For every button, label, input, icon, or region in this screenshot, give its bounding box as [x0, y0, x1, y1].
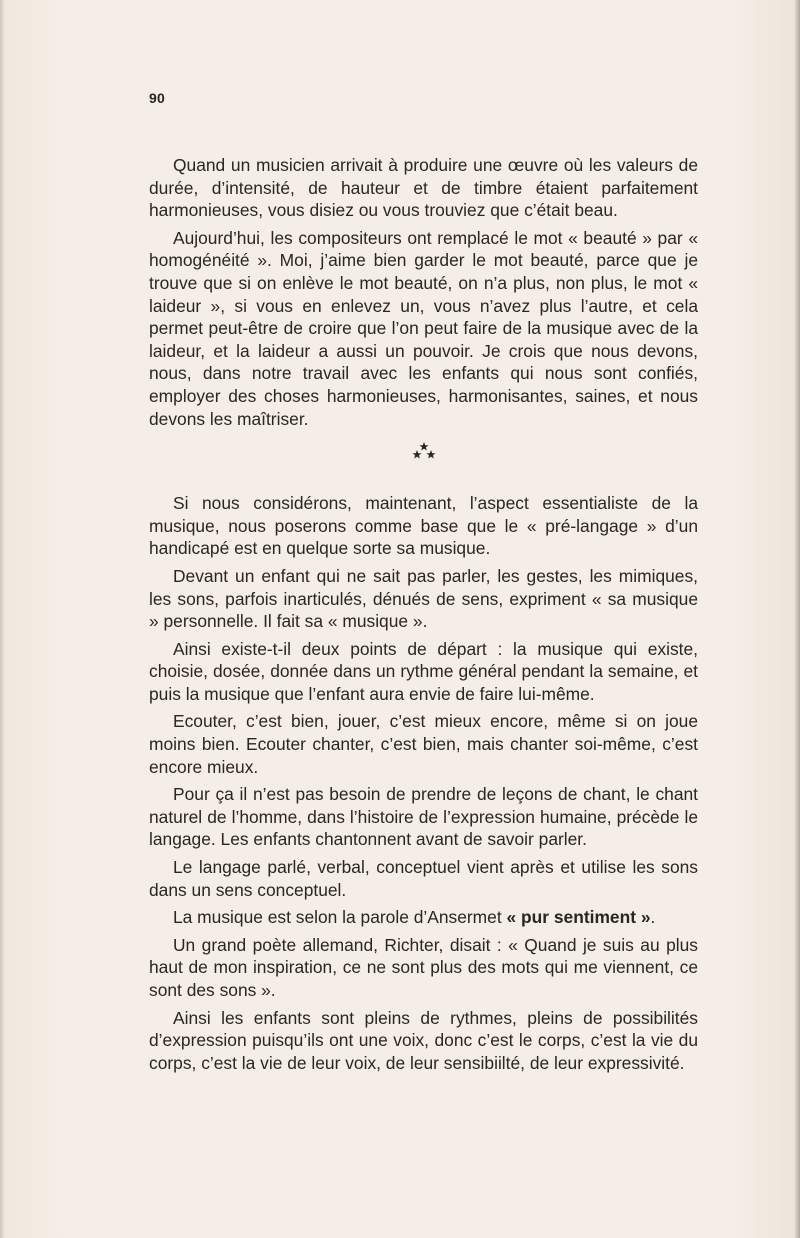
page-gutter-shadow [0, 0, 5, 1238]
paragraph: Le langage parlé, verbal, conceptuel vient après et utilise les sons dans un sens conceptuel. [149, 857, 698, 900]
paragraph: Aujourd’hui, les compositeurs ont remplacé le mot « beauté » par « homogénéité ». Moi, j’aime bien garder le mot beauté, parce que je trouve que si on enlève le mot beauté, on n’a plus, non plus, le mot « laideur », si vous en enlevez un, vous n’avez plus l’autre, et cela permet peut-être de croire que l’on peut faire de la musique avec de la laideur, et la laideur a aussi un pouvoir. Je crois que nous devons, nous, dans notre travail avec les enfants qui nous sont confiés, employer des choses harmonieuses, harmonisantes, saines, et nous devons les maîtriser. [149, 227, 698, 429]
paragraph: Pour ça il n’est pas besoin de prendre de leçons de chant, le chant naturel de l’homme, dans l’histoire de l’expression humaine, précède le langage. Les enfants chantonnent avant de savoir parler. [149, 784, 698, 850]
paragraph: Ainsi existe-t-il deux points de départ : la musique qui existe, choisie, dosée, donnée dans un rythme général pendant la semaine, et puis la musique que l’enfant aura envie de faire lui-même. [149, 638, 698, 704]
section-break [149, 442, 698, 482]
ansermet-quote: « pur sentiment » [506, 907, 651, 928]
three-stars-icon [412, 442, 436, 460]
page-edge-shadow [794, 0, 800, 1238]
paragraph-ansermet [149, 906, 698, 929]
ansermet-tail: . [650, 907, 656, 928]
body-text [149, 154, 698, 1079]
paragraph: Un grand poète allemand, Richter, disait : « Quand je suis au plus haut de mon inspiration, ce ne sont plus des mots qui me viennent, ce sont des sons ». [149, 934, 698, 1000]
paragraph: Ainsi les enfants sont pleins de rythmes, pleins de possibilités d’expression puisqu’ils ont une voix, donc c’est le corps, c’est la vie du corps, c’est la vie de leur voix, de leur sensibiilté, de leur expressivité. [149, 1007, 698, 1073]
paragraph: Si nous considérons, maintenant, l’aspect essentialiste de la musique, nous poserons comme base que le « pré-langage » d’un handicapé est en quelque sorte sa musique. [149, 493, 698, 559]
paragraph: Quand un musicien arrivait à produire une œuvre où les valeurs de durée, d’intensité, de hauteur et de timbre étaient parfaitement harmonieuses, vous disiez ou vous trouviez que c’était beau. [149, 155, 698, 221]
page-number: 90 [149, 90, 165, 106]
paragraph: Ecouter, c’est bien, jouer, c’est mieux encore, même si on joue moins bien. Ecouter chanter, c’est bien, mais chanter soi-même, c’est encore mieux. [149, 711, 698, 777]
ansermet-lead: La musique est selon la parole d’Ansermet [173, 907, 507, 928]
paragraph: Devant un enfant qui ne sait pas parler, les gestes, les mimiques, les sons, parfois inarticulés, dénués de sens, expriment « sa musique » personnelle. Il fait sa « musique ». [149, 565, 698, 632]
